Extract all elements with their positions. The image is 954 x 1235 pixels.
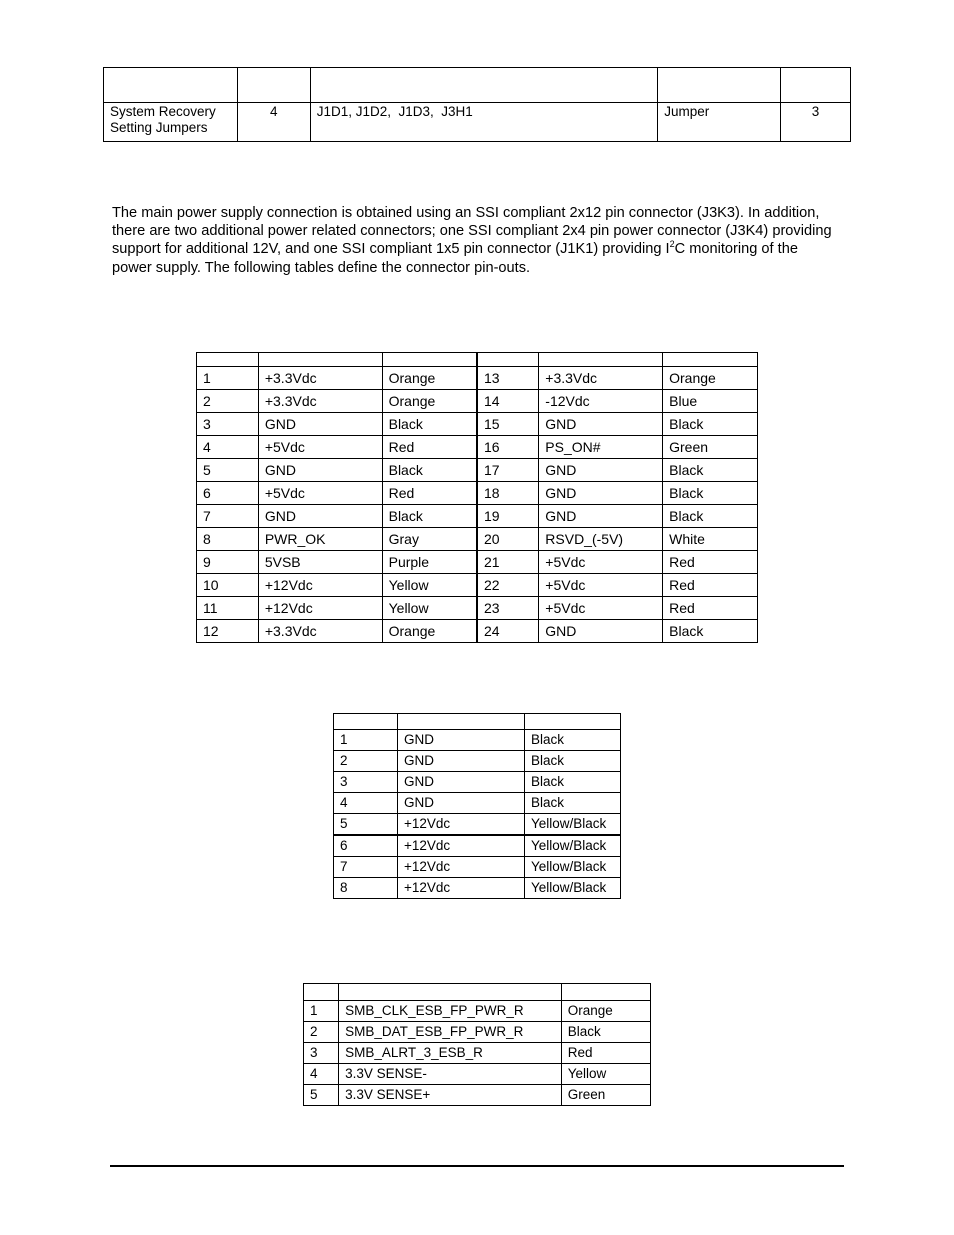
pin-number: 23 (477, 597, 539, 620)
header-cell (525, 714, 621, 730)
table-row (304, 1085, 651, 1106)
table-row (304, 1064, 651, 1085)
wire-color: Red (663, 551, 758, 574)
wire-color: Black (382, 459, 477, 482)
header-cell (258, 353, 382, 367)
table-row (197, 390, 758, 413)
jumper-table (103, 67, 851, 142)
pin-number: 3 (197, 413, 259, 436)
pin-number: 20 (477, 528, 539, 551)
i2c-monitor-connector-table (303, 983, 651, 1106)
table-row (334, 793, 621, 814)
signal-name: +3.3Vdc (539, 367, 663, 390)
signal-name: 3.3V SENSE+ (339, 1085, 562, 1106)
pin-number: 16 (477, 436, 539, 459)
header-cell (658, 68, 781, 103)
jumper-pins: 3 (781, 103, 851, 142)
pin-number: 2 (304, 1022, 339, 1043)
intro-text: The main power supply connection is obtained using an SSI compliant 2x12 pin connector (J3K3). In addition, there are two additional power related connectors; one SSI compliant 2x4 pin power connector (J3K4) providing support for additional 12V, and one SSI compliant 1x5 pin connector (J1K1) providing I (112, 205, 832, 258)
wire-color: Orange (663, 367, 758, 390)
signal-name: +12Vdc (398, 857, 525, 878)
signal-name: +5Vdc (258, 482, 382, 505)
signal-name: +3.3Vdc (258, 367, 382, 390)
table-row (197, 551, 758, 574)
signal-name: 5VSB (258, 551, 382, 574)
signal-name: GND (398, 772, 525, 793)
wire-color: Yellow (382, 574, 477, 597)
table-row (334, 772, 621, 793)
table-row (334, 878, 621, 899)
wire-color: Yellow/Black (525, 878, 621, 899)
pin-number: 6 (334, 835, 398, 857)
wire-color: Blue (663, 390, 758, 413)
wire-color: Red (382, 436, 477, 459)
header-cell (310, 68, 658, 103)
wire-color: Yellow/Black (525, 814, 621, 836)
pin-number: 18 (477, 482, 539, 505)
table-row (334, 835, 621, 857)
power-12v-connector-table (333, 713, 621, 899)
pin-number: 24 (477, 620, 539, 643)
wire-color: Black (525, 751, 621, 772)
pin-number: 4 (304, 1064, 339, 1085)
signal-name: +5Vdc (258, 436, 382, 459)
footer-divider (110, 1165, 844, 1167)
pin-number: 13 (477, 367, 539, 390)
signal-name: 3.3V SENSE- (339, 1064, 562, 1085)
header-cell (781, 68, 851, 103)
signal-name: +12Vdc (258, 597, 382, 620)
header-cell (539, 353, 663, 367)
table-row (197, 367, 758, 390)
table-row (304, 1022, 651, 1043)
pin-number: 4 (197, 436, 259, 459)
header-cell (339, 984, 562, 1001)
signal-name: SMB_CLK_ESB_FP_PWR_R (339, 1001, 562, 1022)
pin-number: 5 (197, 459, 259, 482)
wire-color: Orange (382, 390, 477, 413)
header-cell (382, 353, 477, 367)
signal-name: GND (258, 505, 382, 528)
pin-number: 21 (477, 551, 539, 574)
signal-name: GND (258, 459, 382, 482)
signal-name: PWR_OK (258, 528, 382, 551)
table-row (334, 857, 621, 878)
signal-name: GND (398, 793, 525, 814)
table-row (197, 459, 758, 482)
signal-name: GND (398, 751, 525, 772)
signal-name: GND (539, 459, 663, 482)
wire-color: Black (382, 413, 477, 436)
pin-number: 3 (304, 1043, 339, 1064)
table-row (197, 597, 758, 620)
table-header-row (197, 353, 758, 367)
intro-superscript: 2 (669, 239, 675, 250)
pin-number: 8 (334, 878, 398, 899)
table-row (334, 751, 621, 772)
signal-name: +5Vdc (539, 551, 663, 574)
jumper-type: Jumper (658, 103, 781, 142)
signal-name: SMB_ALRT_3_ESB_R (339, 1043, 562, 1064)
signal-name: +12Vdc (398, 878, 525, 899)
signal-name: +12Vdc (258, 574, 382, 597)
signal-name: +3.3Vdc (258, 620, 382, 643)
pin-number: 8 (197, 528, 259, 551)
wire-color: Black (382, 505, 477, 528)
jumper-reference: J1D1, J1D2, J1D3, J3H1 (310, 103, 658, 142)
signal-name: GND (539, 482, 663, 505)
wire-color: Black (663, 482, 758, 505)
pin-number: 6 (197, 482, 259, 505)
wire-color: Red (663, 574, 758, 597)
table-row (197, 574, 758, 597)
pin-number: 14 (477, 390, 539, 413)
table-header-row (334, 714, 621, 730)
jumper-quantity: 4 (237, 103, 310, 142)
intro-text-end: C monitoring of the power supply. The following tables define the connector pin-outs. (112, 241, 798, 276)
header-cell (477, 353, 539, 367)
header-cell (104, 68, 238, 103)
header-cell (304, 984, 339, 1001)
wire-color: Yellow/Black (525, 857, 621, 878)
pin-number: 17 (477, 459, 539, 482)
wire-color: Red (382, 482, 477, 505)
signal-name: GND (539, 505, 663, 528)
header-cell (197, 353, 259, 367)
intro-paragraph (112, 204, 840, 277)
signal-name: -12Vdc (539, 390, 663, 413)
wire-color: Orange (561, 1001, 650, 1022)
signal-name: GND (398, 730, 525, 751)
table-row (197, 620, 758, 643)
wire-color: Red (663, 597, 758, 620)
signal-name: RSVD_(-5V) (539, 528, 663, 551)
signal-name: +5Vdc (539, 597, 663, 620)
header-cell (398, 714, 525, 730)
table-row (304, 1043, 651, 1064)
pin-number: 11 (197, 597, 259, 620)
wire-color: Black (663, 505, 758, 528)
table-row (304, 1001, 651, 1022)
pin-number: 7 (334, 857, 398, 878)
wire-color: Black (525, 772, 621, 793)
signal-name: +12Vdc (398, 835, 525, 857)
pin-number: 1 (304, 1001, 339, 1022)
wire-color: Gray (382, 528, 477, 551)
pin-number: 2 (197, 390, 259, 413)
header-cell (663, 353, 758, 367)
wire-color: Black (663, 413, 758, 436)
pin-number: 5 (334, 814, 398, 836)
signal-name: PS_ON# (539, 436, 663, 459)
table-header-row (304, 984, 651, 1001)
pin-number: 7 (197, 505, 259, 528)
table-row (334, 814, 621, 836)
wire-color: Purple (382, 551, 477, 574)
pin-number: 3 (334, 772, 398, 793)
wire-color: Black (561, 1022, 650, 1043)
table-row (197, 505, 758, 528)
table-row (104, 103, 851, 142)
main-power-connector-table (196, 352, 758, 643)
table-header-row (104, 68, 851, 103)
pin-number: 12 (197, 620, 259, 643)
signal-name: +5Vdc (539, 574, 663, 597)
pin-number: 2 (334, 751, 398, 772)
signal-name: GND (539, 620, 663, 643)
wire-color: Orange (382, 367, 477, 390)
signal-name: +12Vdc (398, 814, 525, 836)
pin-number: 4 (334, 793, 398, 814)
pin-number: 10 (197, 574, 259, 597)
signal-name: SMB_DAT_ESB_FP_PWR_R (339, 1022, 562, 1043)
header-cell (561, 984, 650, 1001)
signal-name: GND (539, 413, 663, 436)
wire-color: Yellow (382, 597, 477, 620)
wire-color: Green (561, 1085, 650, 1106)
jumper-description: System Recovery Setting Jumpers (104, 103, 238, 142)
pin-number: 22 (477, 574, 539, 597)
wire-color: Black (663, 459, 758, 482)
wire-color: Yellow/Black (525, 835, 621, 857)
header-cell (334, 714, 398, 730)
wire-color: Yellow (561, 1064, 650, 1085)
table-row (197, 528, 758, 551)
signal-name: GND (258, 413, 382, 436)
pin-number: 1 (334, 730, 398, 751)
table-row (197, 413, 758, 436)
signal-name: +3.3Vdc (258, 390, 382, 413)
pin-number: 5 (304, 1085, 339, 1106)
pin-number: 15 (477, 413, 539, 436)
pin-number: 9 (197, 551, 259, 574)
wire-color: Black (525, 793, 621, 814)
header-cell (237, 68, 310, 103)
wire-color: Black (663, 620, 758, 643)
wire-color: White (663, 528, 758, 551)
pin-number: 1 (197, 367, 259, 390)
pin-number: 19 (477, 505, 539, 528)
wire-color: Black (525, 730, 621, 751)
wire-color: Red (561, 1043, 650, 1064)
table-row (197, 436, 758, 459)
wire-color: Orange (382, 620, 477, 643)
table-row (197, 482, 758, 505)
table-row (334, 730, 621, 751)
wire-color: Green (663, 436, 758, 459)
